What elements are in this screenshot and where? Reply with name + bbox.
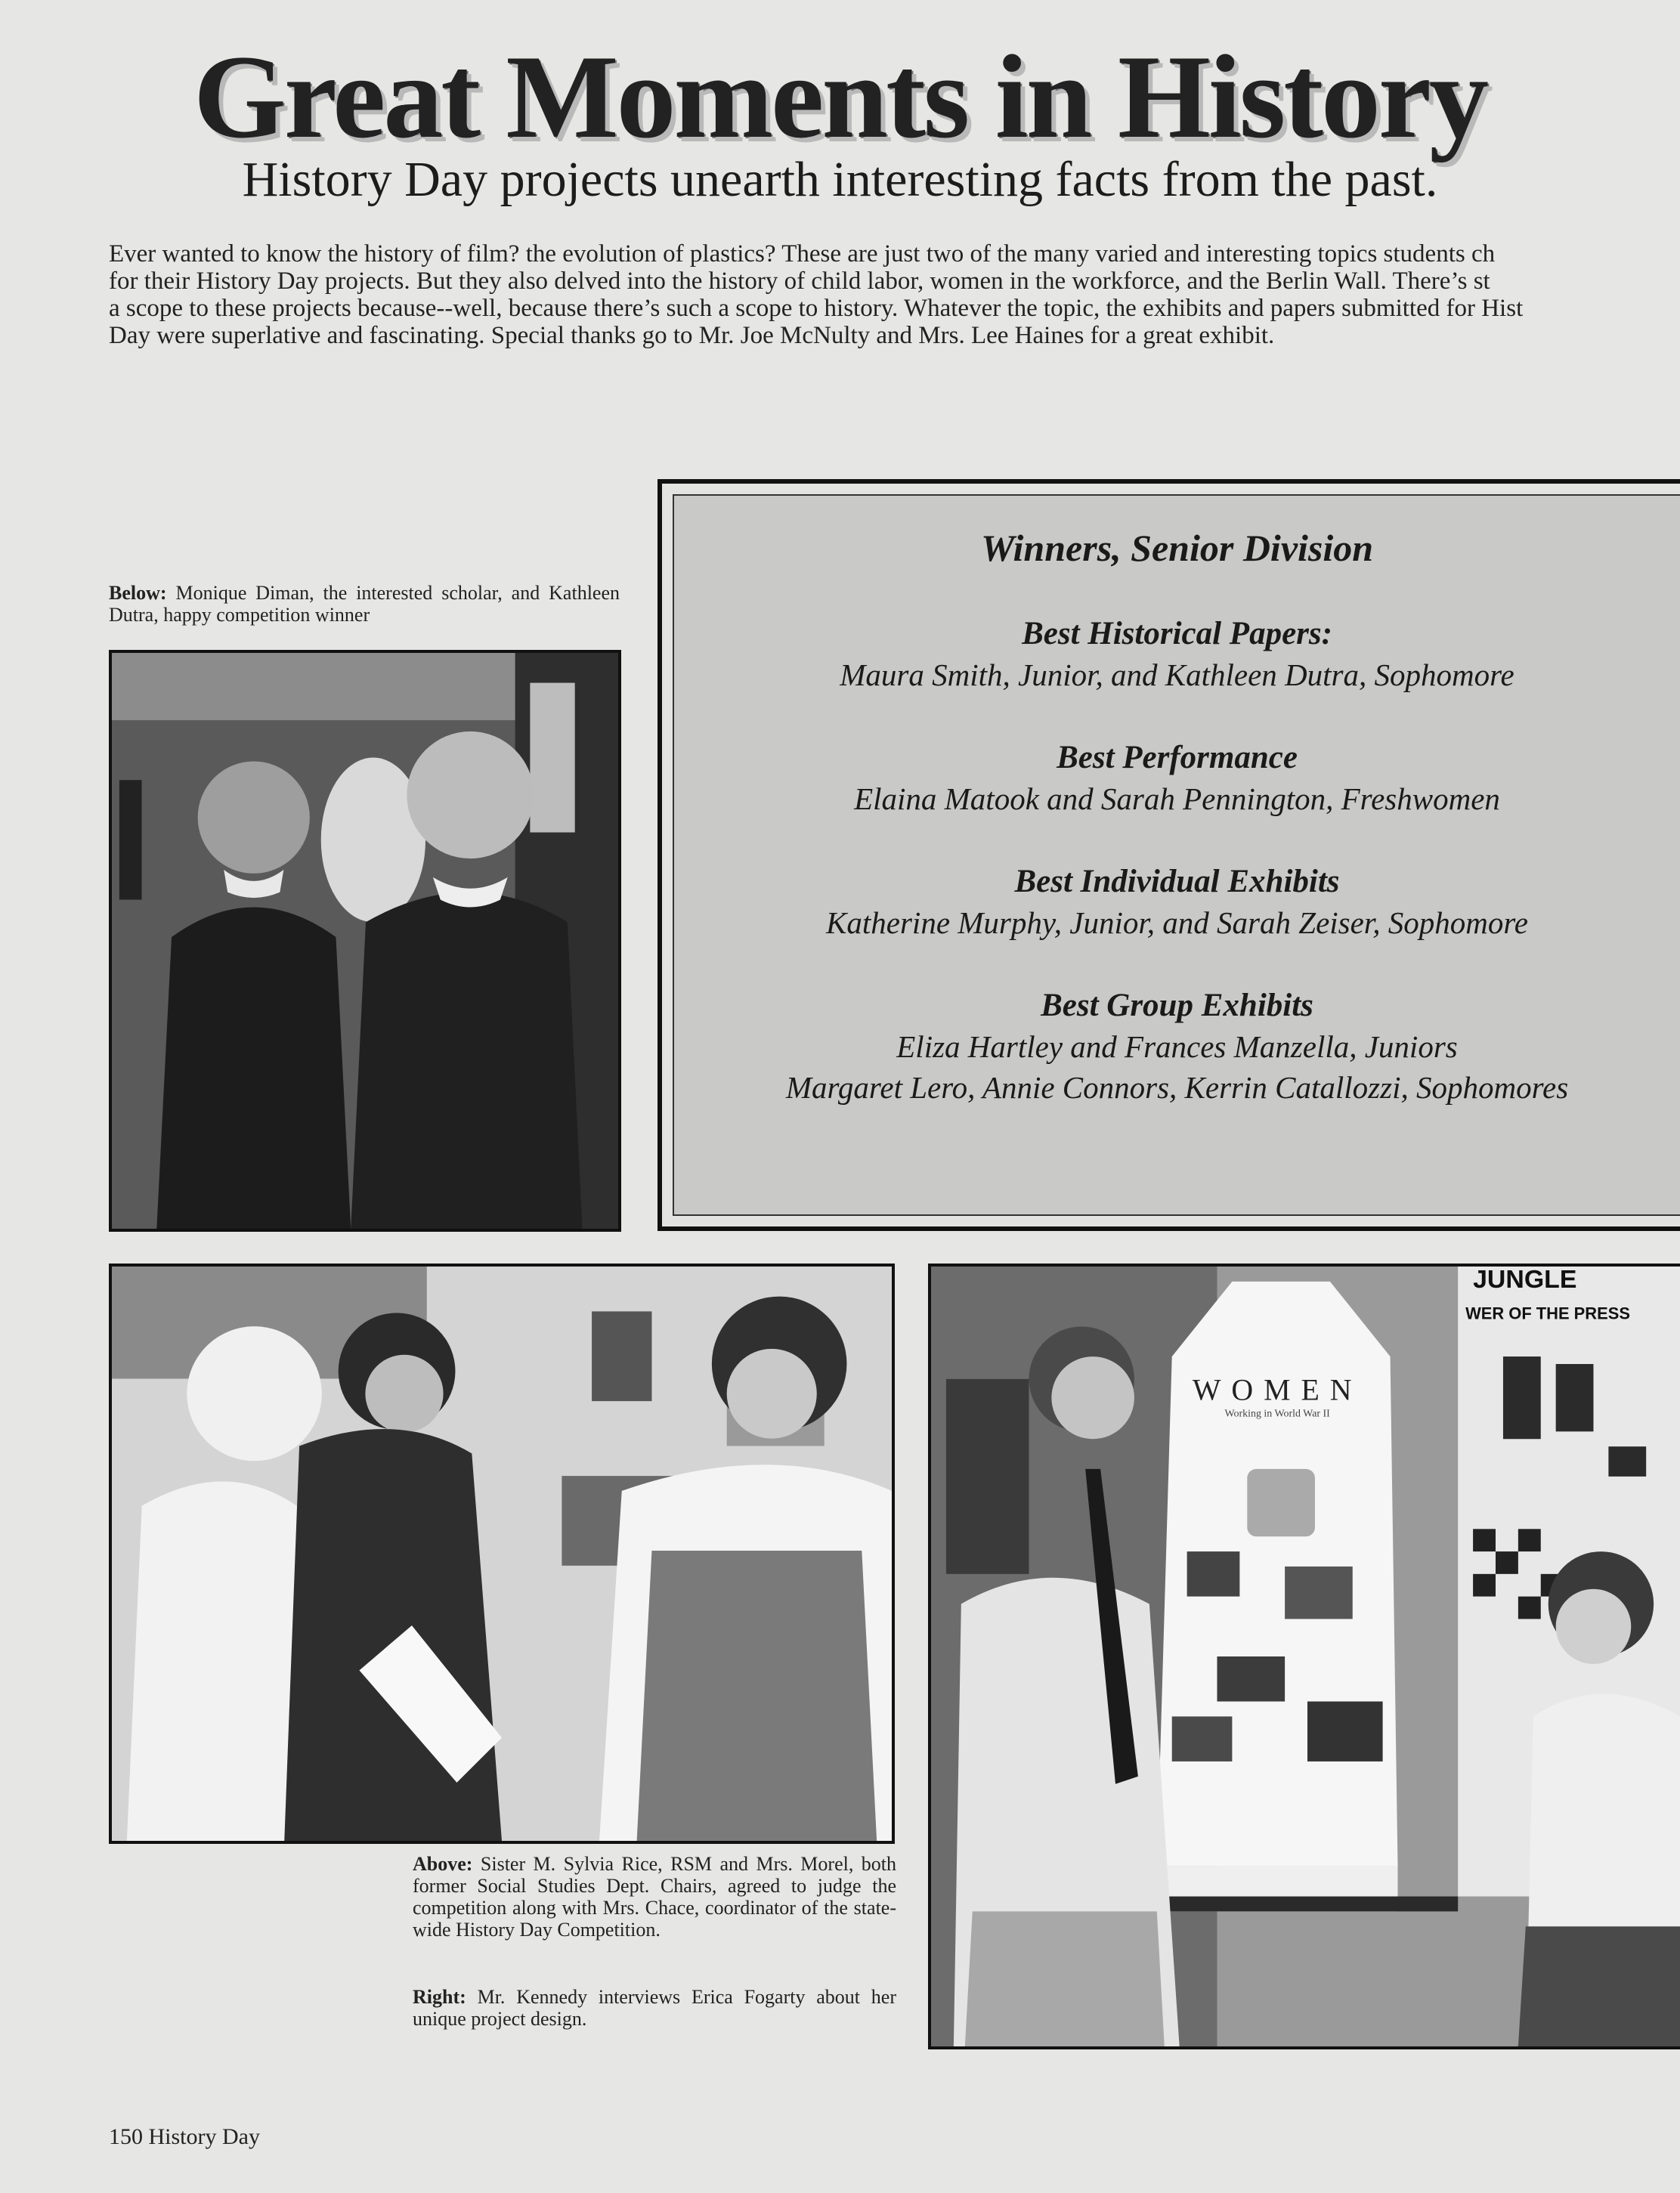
board-heading-2: WER OF THE PRESS xyxy=(1465,1304,1630,1323)
students-photo xyxy=(109,650,621,1232)
caption-below-label: Below: xyxy=(109,582,167,604)
page-folio: 150 History Day xyxy=(109,2124,260,2149)
category-winners: Maura Smith, Junior, and Kathleen Dutra, Sophomore xyxy=(840,657,1514,692)
winners-title: Winners, Senior Division xyxy=(980,527,1374,569)
caption-below-text: Monique Diman, the interested scholar, and Kathleen Dutra, happy competition winner xyxy=(109,582,620,626)
winners-category xyxy=(674,985,1680,1108)
winners-category xyxy=(674,861,1680,943)
intro-line: Ever wanted to know the history of film? the evolution of plastics? These are just two of the many varied and interesting topics students ch xyxy=(109,240,1496,268)
board-heading-1: JUNGLE xyxy=(1473,1267,1577,1294)
category-winners: Katherine Murphy, Junior, and Sarah Zeiser, Sophomore xyxy=(826,905,1528,940)
intro-line: for their History Day projects. But they also delved into the history of child labor, women in the workforce, and the Berlin Wall. There’s st xyxy=(109,268,1490,295)
winners-box xyxy=(657,479,1680,1231)
winners-category xyxy=(674,738,1680,819)
judges-photo xyxy=(109,1264,895,1844)
page-title: Great Moments in History xyxy=(193,31,1487,163)
category-name: Best Individual Exhibits xyxy=(1014,864,1340,899)
caption-right-label: Right: xyxy=(413,1986,466,2008)
caption-right-text: Mr. Kennedy interviews Erica Fogarty about her unique project design. xyxy=(413,1986,896,2030)
category-winners: Elaina Matook and Sarah Pennington, Freshwomen xyxy=(854,781,1500,816)
caption-above xyxy=(413,1853,896,1941)
caption-right xyxy=(413,1986,896,2030)
page-subtitle: History Day projects unearth interesting facts from the past. xyxy=(242,152,1438,207)
caption-above-text: Sister M. Sylvia Rice, RSM and Mrs. Morel, both former Social Studies Dept. Chairs, agreed to judge the competition along with Mrs. Chace, coordinator of the state-wide History Day Competition. xyxy=(413,1853,896,1941)
judges-photo-image xyxy=(112,1267,892,1841)
category-winners: Margaret Lero, Annie Connors, Kerrin Catallozzi, Sophomores xyxy=(785,1070,1569,1105)
category-name: Best Historical Papers: xyxy=(1022,616,1332,651)
caption-above-label: Above: xyxy=(413,1853,473,1875)
winners-list xyxy=(674,526,1680,1150)
exhibit-subtitle: Working in World War II xyxy=(1224,1408,1330,1420)
caption-below xyxy=(109,582,620,626)
winners-category xyxy=(674,614,1680,695)
interview-photo-image xyxy=(931,1267,1680,2046)
category-name: Best Performance xyxy=(1057,740,1298,775)
students-photo-image xyxy=(112,653,618,1229)
exhibit-title: WOMEN xyxy=(1192,1373,1363,1407)
interview-photo xyxy=(928,1264,1680,2049)
category-name: Best Group Exhibits xyxy=(1041,988,1313,1023)
intro-paragraph xyxy=(109,240,1680,384)
intro-line: Day were superlative and fascinating. Special thanks go to Mr. Joe McNulty and Mrs. Lee Haines for a great exhibit. xyxy=(109,322,1275,349)
category-winners: Eliza Hartley and Frances Manzella, Juniors xyxy=(896,1029,1458,1064)
intro-line: a scope to these projects because--well, because there’s such a scope to history. Whatever the topic, the exhibits and papers submitted for Hist xyxy=(109,295,1524,322)
